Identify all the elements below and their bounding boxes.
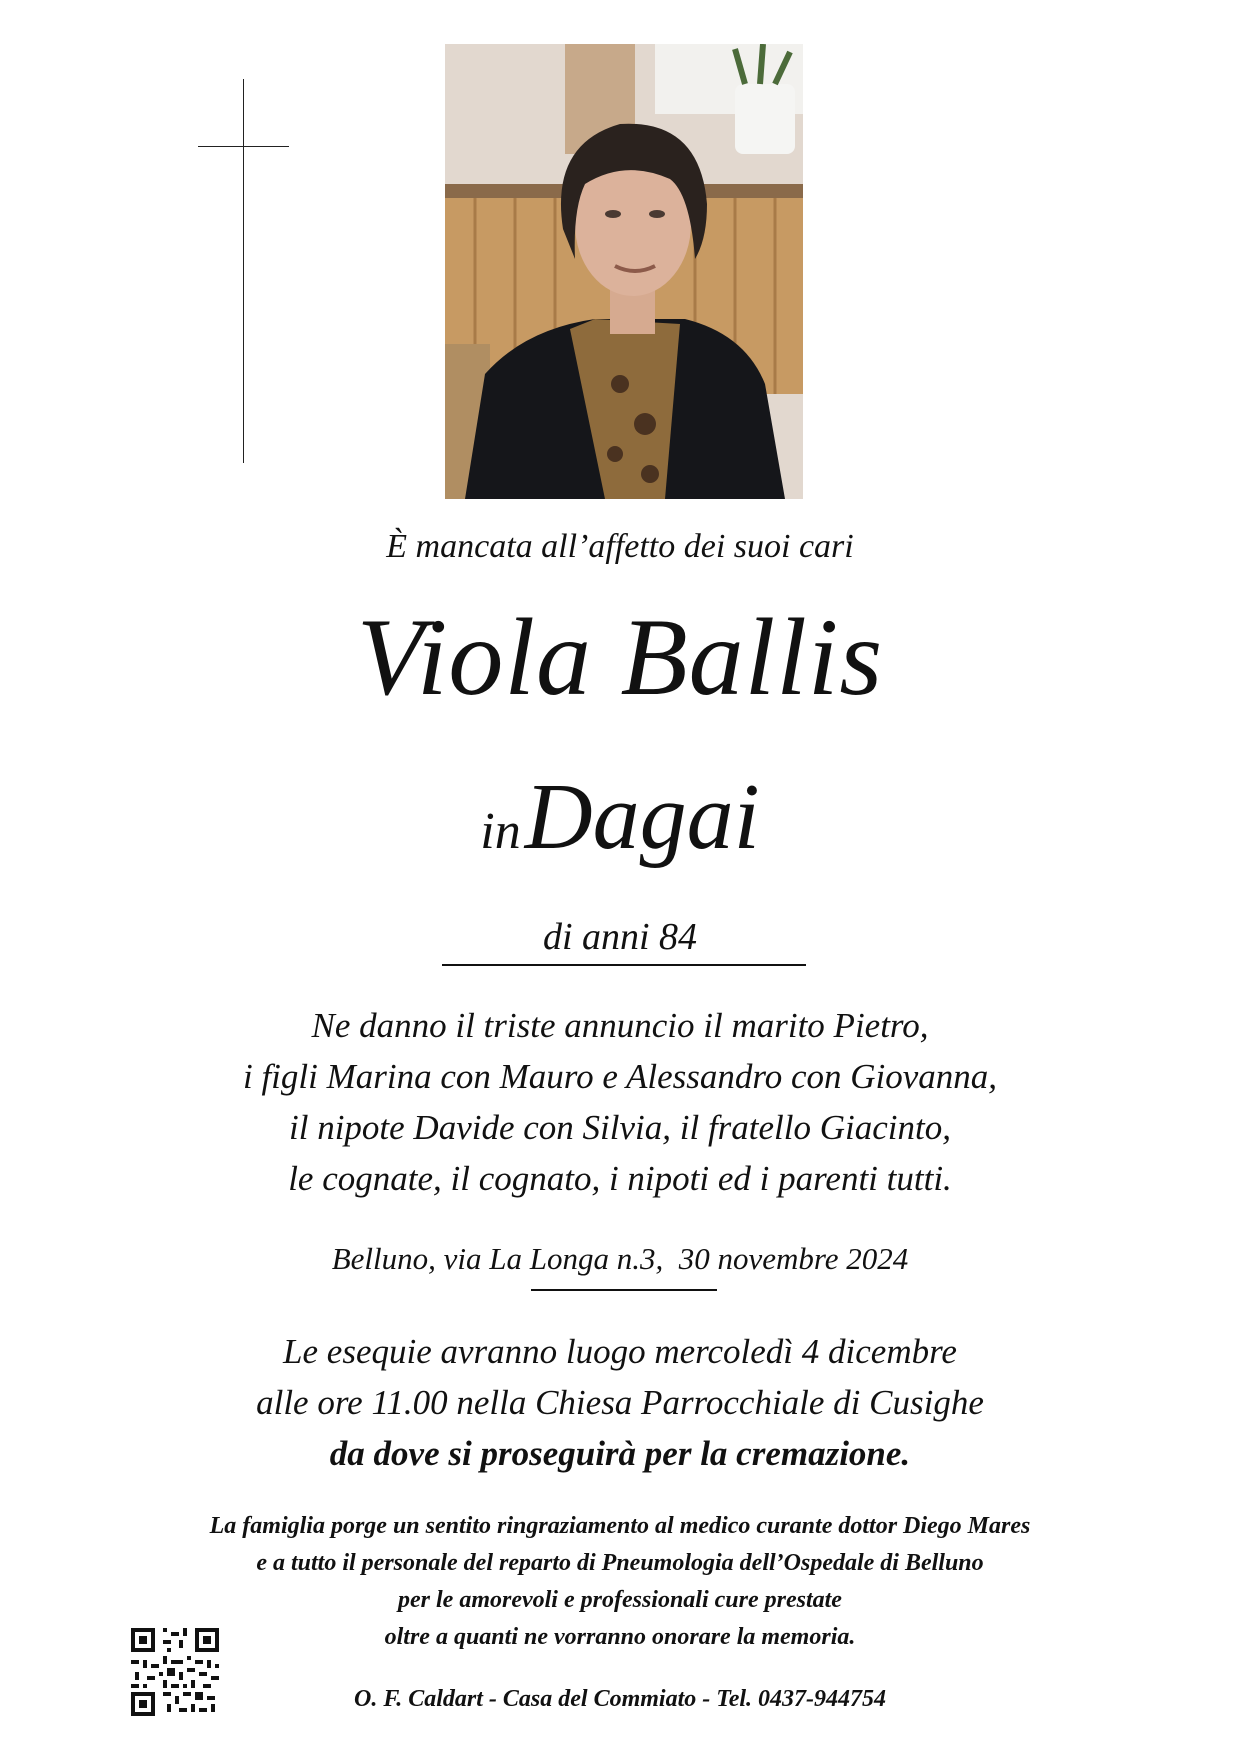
intro-text: È mancata all’affetto dei suoi cari	[386, 528, 854, 565]
funeral-line: alle ore 11.00 nella Chiesa Parrocchiale di Cusighe	[256, 1383, 984, 1422]
portrait-photo	[445, 44, 803, 499]
funeral-line: Le esequie avranno luogo mercoledì 4 dicembre	[283, 1332, 957, 1371]
thanks-line: La famiglia porge un sentito ringraziamento al medico curante dottor Diego Mares	[209, 1513, 1031, 1539]
announcement-line: i figli Marina con Mauro e Alessandro con Giovanna,	[242, 1057, 998, 1096]
cross-icon-horizontal	[198, 146, 289, 147]
age-divider	[442, 964, 806, 966]
thanks-line: per le amorevoli e professionali cure prestate	[398, 1587, 842, 1613]
announcement-line: le cognate, il cognato, i nipoti ed i parenti tutti.	[288, 1159, 952, 1198]
funeral-block	[0, 1326, 1240, 1479]
place-divider	[531, 1289, 717, 1291]
announcement-line: il nipote Davide con Silvia, il fratello Giacinto,	[289, 1108, 951, 1147]
married-surname: Dagai	[524, 765, 760, 869]
married-name	[0, 765, 1240, 869]
announcement-block	[0, 1000, 1240, 1204]
married-prefix: in	[480, 803, 521, 860]
cross-icon-vertical	[243, 79, 244, 463]
age-text: di anni 84	[542, 916, 698, 958]
place-date: Belluno, via La Longa n.3, 30 novembre 2024	[331, 1241, 909, 1276]
funeral-home-footer: O. F. Caldart - Casa del Commiato - Tel. 0437-944754	[353, 1686, 887, 1712]
funeral-cremation-line: da dove si proseguirà per la cremazione.	[329, 1434, 911, 1473]
announcement-line: Ne danno il triste annuncio il marito Pietro,	[311, 1006, 929, 1045]
thanks-line: e a tutto il personale del reparto di Pneumologia dell’Ospedale di Belluno	[256, 1550, 984, 1576]
thanks-line: oltre a quanti ne vorranno onorare la memoria.	[384, 1624, 856, 1650]
deceased-name: Viola Ballis	[356, 596, 884, 718]
